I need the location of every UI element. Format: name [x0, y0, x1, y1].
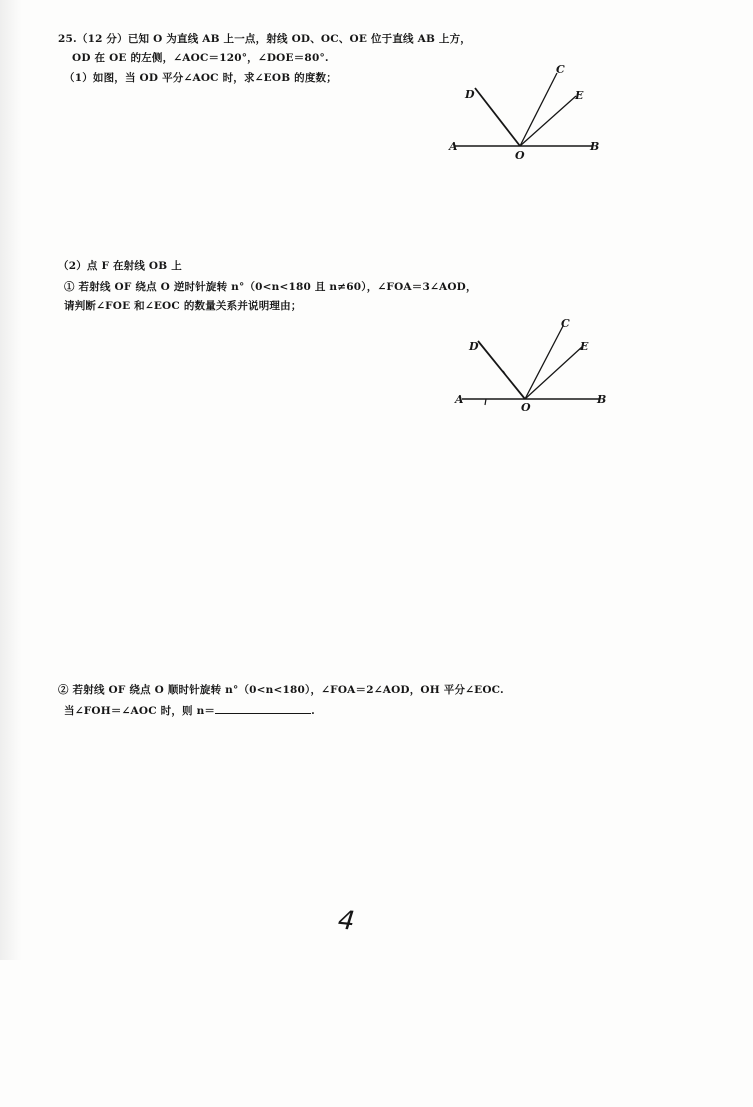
- label-e: E: [580, 340, 589, 353]
- part-2-sub-1-line-2: 请判断∠FOE 和∠EOC 的数量关系并说明理由；: [64, 300, 302, 312]
- label-c: C: [561, 317, 570, 330]
- figure-2: [445, 308, 625, 418]
- label-b: B: [597, 393, 607, 406]
- ray-oe: [520, 96, 576, 146]
- part-2-sub-2-line-2: [64, 703, 315, 718]
- scan-edge-shadow: [0, 0, 22, 960]
- part-2-sub-2-line-1: ② 若射线 OF 绕点 O 顺时针旋转 n°（0<n<180），∠FOA＝2∠AOD，OH 平分∠EOC.: [58, 684, 504, 696]
- problem-statement-line-1: 25.（12 分）已知 O 为直线 AB 上一点，射线 OD、OC、OE 位于直线 AB 上方，: [58, 33, 471, 45]
- sub-2-question-text: 当∠FOH＝∠AOC 时，则 n＝: [64, 705, 216, 717]
- label-a: A: [455, 393, 464, 406]
- label-b: B: [590, 140, 600, 153]
- sub-2-period: .: [311, 705, 315, 717]
- part-2-heading: （2）点 F 在射线 OB 上: [58, 260, 182, 272]
- label-o: O: [521, 401, 531, 414]
- figure-2-diagram: [445, 308, 625, 418]
- label-a: A: [449, 140, 458, 153]
- tick-mark: [485, 399, 486, 405]
- ray-od: [478, 341, 525, 399]
- label-d: D: [469, 340, 479, 353]
- label-c: C: [556, 63, 565, 76]
- figure-1: [440, 58, 620, 168]
- label-o: O: [515, 149, 525, 162]
- ray-od: [475, 88, 520, 146]
- part-1-question: （1）如图，当 OD 平分∠AOC 时，求∠EOB 的度数；: [64, 72, 337, 84]
- problem-statement-line-2: OD 在 OE 的左侧，∠AOC＝120°，∠DOE＝80°.: [72, 52, 329, 64]
- label-e: E: [575, 89, 584, 102]
- figure-1-diagram: [440, 58, 620, 168]
- ray-oe: [525, 346, 583, 399]
- ray-oc: [520, 73, 557, 146]
- ray-oc: [525, 326, 563, 399]
- answer-blank[interactable]: [215, 703, 311, 714]
- label-d: D: [465, 88, 475, 101]
- part-2-sub-1-line-1: ① 若射线 OF 绕点 O 逆时针旋转 n°（0<n<180 且 n≠60），∠FOA＝3∠AOD，: [64, 281, 477, 293]
- page-number: 4: [336, 905, 357, 937]
